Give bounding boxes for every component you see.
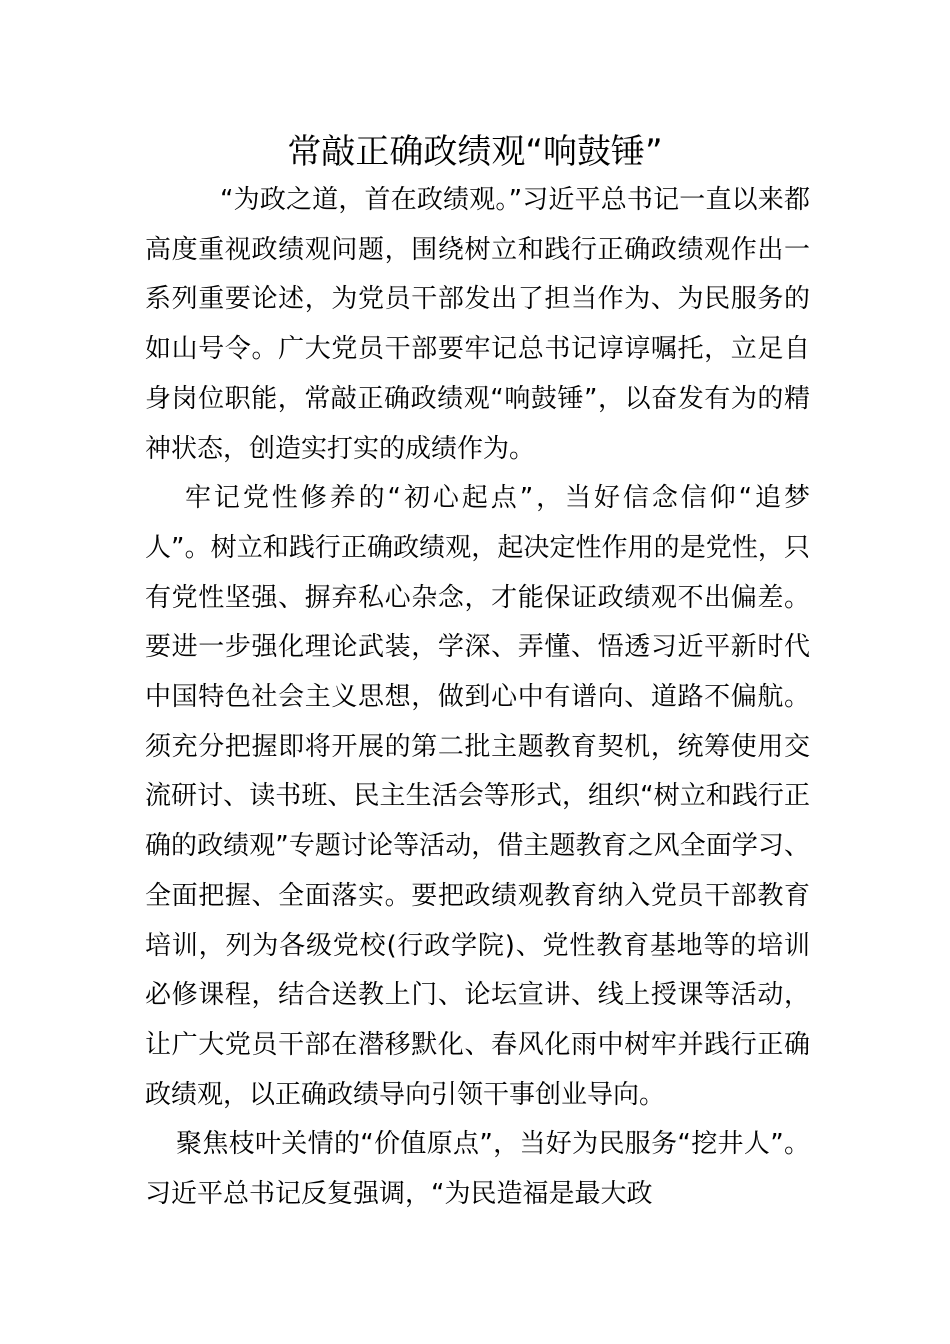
- paragraph-serve-people: 聚焦枝叶关情的“价值原点”，当好为民服务“挖井人”。习近平总书记反复强调，“为民造福是最大政: [145, 1129, 810, 1210]
- document-body: [145, 176, 810, 1220]
- document-title: 常敲正确政绩观“响鼓锤”: [287, 132, 663, 172]
- paragraph-party-spirit: 牢记党性修养的“初心起点”，当好信念信仰“追梦人”。树立和践行正确政绩观，起决定性作用的是党性，只有党性坚强、摒弃私心杂念，才能保证政绩观不出偏差。要进一步强化理论武装，学深、弄懂、悟透习近平新时代中国特色社会主义思想，做到心中有谱向、道路不偏航。须充分把握即将开展的第二批主题教育契机，统筹使用交流研讨、读书班、民主生活会等形式，组织“树立和践行正确的政绩观”专题讨论等活动，借主题教育之风全面学习、全面把握、全面落实。要把政绩观教育纳入党员干部教育培训，列为各级党校(行政学院)、党性教育基地等的培训必修课程，结合送教上门、论坛宣讲、线上授课等活动，让广大党员干部在潜移默化、春风化雨中树牢并践行正确政绩观，以正确政绩导向引领干事创业导向。: [145, 483, 810, 1110]
- paragraph-intro: “为政之道，首在政绩观。”习近平总书记一直以来都高度重视政绩观问题，围绕树立和践行正确政绩观作出一系列重要论述，为党员干部发出了担当作为、为民服务的如山号令。广大党员干部要牢记总书记谆谆嘱托，立足自身岗位职能，常敲正确政绩观“响鼓锤”，以奋发有为的精神状态，创造实打实的成绩作为。: [145, 185, 810, 464]
